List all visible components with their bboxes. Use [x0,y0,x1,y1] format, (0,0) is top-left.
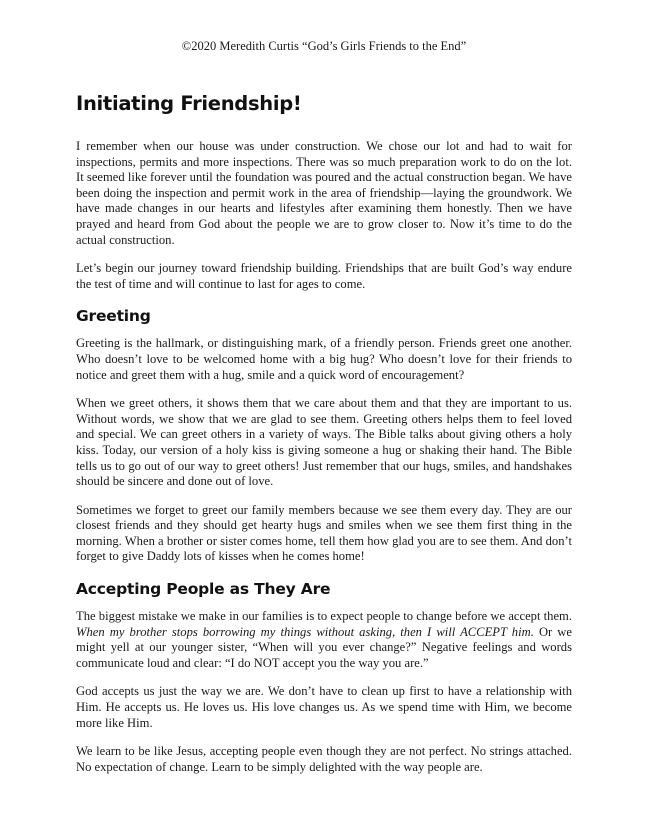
accepting-p1-lead: The biggest mistake we make in our families is to expect people to change before we accept them. [76,609,572,624]
accepting-p1-italic: When my brother stops borrowing my things without asking, then I will ACCEPT him. [76,624,534,639]
greeting-heading: Greeting [76,307,151,326]
accepting-paragraph-2: God accepts us just the way we are. We don’t have to clean up first to have a relationship with Him. He accepts us. He loves us. His love changes us. As we spend time with Him, we become more like Him. [76,684,572,730]
intro-paragraph-2: Let’s begin our journey toward friendship building. Friendships that are built God’s way endure the test of time and will continue to last for ages to come. [76,261,572,291]
page-content [76,92,572,788]
accepting-p1-tail: Or we might yell at our younger sister, “When will you ever change?” Negative feelings and words communicate loud and clear: “I do NOT accept you the way you are.” [76,624,572,670]
accepting-heading: Accepting People as They Are [76,580,331,599]
greeting-paragraph-1: Greeting is the hallmark, or distinguishing mark, of a friendly person. Friends greet one another. Who doesn’t love to be welcomed home with a big hug? Who doesn’t love for their friends to notice and greet them with a hug, smile and a quick word of encouragement? [76,336,572,382]
page-title: Initiating Friendship! [76,92,302,115]
accepting-paragraph-1 [76,609,572,671]
greeting-paragraph-2: When we greet others, it shows them that we care about them and that they are important to us. Without words, we show that we are glad to see them. Greeting others helps them to feel loved and special. We can greet others in a variety of ways. The Bible talks about giving others a holy kiss. Today, our version of a holy kiss is giving someone a hug or shaking their hand. The Bible tells us to go out of our way to greet others! Just remember that our hugs, smiles, and handshakes should be sincere and done out of love. [76,396,572,489]
intro-paragraph-1: I remember when our house was under construction. We chose our lot and had to wait for inspections, permits and more inspections. There was so much preparation work to do on the lot. It seemed like forever until the foundation was poured and the actual construction began. We have been doing the inspection and permit work in the area of friendship—laying the groundwork. We have made changes in our hearts and lifestyles after examining them honestly. Then we have prayed and heard from God about the people we are to grow closer to. Now it’s time to do the actual construction. [76,139,572,247]
accepting-paragraph-3: We learn to be like Jesus, accepting people even though they are not perfect. No strings attached. No expectation of change. Learn to be simply delighted with the way people are. [76,744,572,774]
page-header: ©2020 Meredith Curtis “God’s Girls Friends to the End” [181,39,467,53]
greeting-paragraph-3: Sometimes we forget to greet our family members because we see them every day. They are our closest friends and they should get hearty hugs and smiles when we see them first thing in the morning. When a brother or sister comes home, tell them how glad you are to see them. And don’t forget to give Daddy lots of kisses when he comes home! [76,502,572,564]
